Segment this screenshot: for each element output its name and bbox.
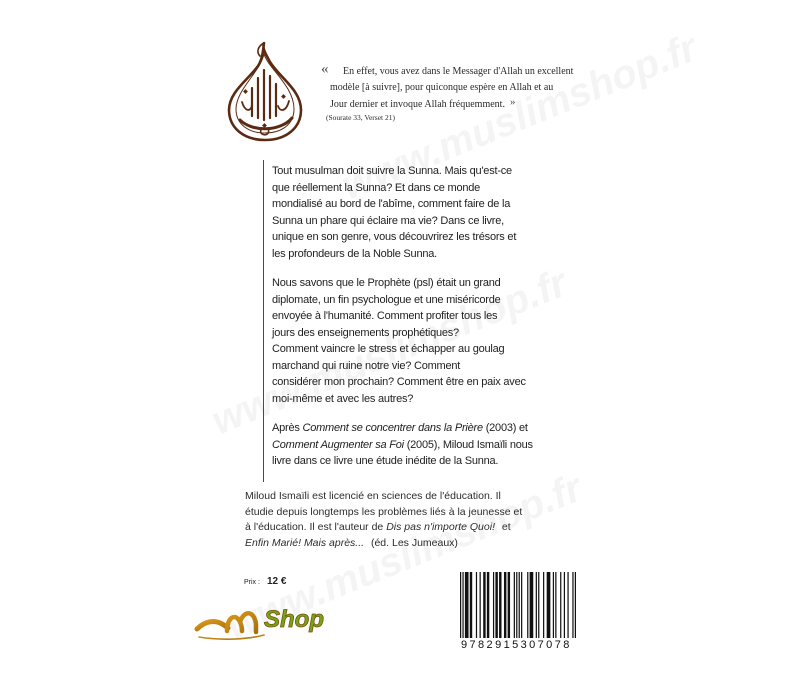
emblem-dot bbox=[243, 89, 247, 93]
emblem-base-swash bbox=[240, 118, 292, 129]
barcode-bar bbox=[527, 572, 528, 638]
open-quote-mark: « bbox=[321, 61, 329, 77]
barcode-bar bbox=[543, 572, 544, 638]
description-paragraph bbox=[272, 420, 533, 470]
barcode-bar bbox=[567, 572, 568, 638]
barcode-digits: 9782915307078 bbox=[461, 639, 572, 651]
barcode-bar bbox=[460, 572, 461, 638]
barcode-bar bbox=[470, 572, 472, 638]
barcode-bar bbox=[564, 572, 565, 638]
price-value: 12 € bbox=[266, 576, 287, 587]
barcode-bar bbox=[547, 572, 551, 638]
text-line: moi-même et avec les autres? bbox=[272, 392, 414, 405]
vertical-rule bbox=[263, 160, 264, 482]
text-line: jours des enseignements prophétiques? bbox=[272, 326, 459, 339]
emblem-side-curves bbox=[242, 101, 289, 110]
emblem-vertical-strokes bbox=[252, 70, 276, 120]
text-line bbox=[272, 453, 533, 470]
barcode-bar bbox=[538, 572, 539, 638]
text-segment: (2005), Miloud Ismaïli nous bbox=[403, 438, 533, 451]
barcode-bar bbox=[504, 572, 506, 638]
text-line: mondialisé au bord de l'abîme, comment faire de la bbox=[272, 198, 511, 210]
quote-line: En effet, vous avez dans le Messager d'Allah un excellent bbox=[343, 66, 574, 77]
bio-line: étudie depuis longtemps les problèmes liés à la jeunesse et bbox=[245, 505, 523, 518]
logo-text: Shop bbox=[264, 606, 324, 633]
barcode-bar bbox=[487, 572, 489, 638]
barcode-bar bbox=[553, 572, 554, 638]
barcode-bar bbox=[483, 572, 485, 638]
description-paragraph bbox=[272, 163, 533, 262]
barcode-bar bbox=[465, 572, 469, 638]
text-line bbox=[272, 420, 533, 437]
text-line: les profondeurs de la Noble Sunna. bbox=[272, 247, 437, 260]
shop-logo bbox=[194, 596, 330, 642]
barcode-bar bbox=[476, 572, 477, 638]
barcode-bar bbox=[514, 572, 515, 638]
barcode-bar bbox=[508, 572, 510, 638]
barcode bbox=[460, 572, 576, 638]
barcode-bar bbox=[572, 572, 573, 638]
text-segment: livre dans ce livre une étude inédite de la Sunna. bbox=[272, 455, 499, 467]
text-line: Sunna un phare qui éclaire ma vie? Dans ce livre, bbox=[272, 214, 504, 227]
text-segment: Après bbox=[272, 422, 303, 434]
text-line: Tout musulman doit suivre la Sunna. Mais qu'est-ce bbox=[272, 165, 512, 177]
emblem-dot bbox=[262, 123, 266, 127]
bio-line bbox=[245, 520, 522, 536]
text-line: envoyée à l'humanité. Comment profiter tous les bbox=[272, 310, 498, 322]
barcode-bar bbox=[536, 572, 537, 638]
barcode-bar bbox=[495, 572, 497, 638]
text-line: Comment vaincre le stress et échapper au goulag bbox=[272, 343, 505, 355]
quote-line: modèle [à suivre], pour quiconque espère en Allah et au bbox=[330, 82, 554, 93]
text-segment: et bbox=[499, 521, 511, 533]
swoosh-mark-icon bbox=[197, 622, 228, 629]
book-title: Comment Augmenter sa Foi bbox=[272, 438, 404, 451]
text-line: marchand qui ruine notre vie? Comment bbox=[272, 359, 461, 372]
description-text bbox=[272, 163, 533, 483]
barcode-bar bbox=[499, 572, 501, 638]
text-line: considérer mon prochain? Comment être en paix avec bbox=[272, 376, 526, 388]
barcode-bar bbox=[462, 572, 463, 638]
calligraphy-emblem-icon bbox=[222, 40, 308, 144]
text-line: que réellement la Sunna? Et dans ce monde bbox=[272, 181, 481, 194]
barcode-bar bbox=[560, 572, 561, 638]
barcode-bar bbox=[521, 572, 522, 638]
barcode-bar bbox=[575, 572, 576, 638]
barcode-bar bbox=[493, 572, 494, 638]
text-line: diplomate, un fin psychologue et une miséricorde bbox=[272, 293, 501, 306]
swoosh-underline bbox=[199, 635, 264, 639]
text-line: Nous savons que le Prophète (psl) était un grand bbox=[272, 277, 501, 289]
price bbox=[244, 571, 286, 589]
quote-line bbox=[330, 96, 573, 113]
description-paragraph bbox=[272, 275, 533, 407]
barcode-bar bbox=[530, 572, 534, 638]
barcode-bar bbox=[516, 572, 517, 638]
quote-reference: (Sourate 33, Verset 21) bbox=[326, 113, 396, 122]
quran-quote bbox=[321, 61, 574, 123]
text-segment: à l'éducation. Il est l'auteur de bbox=[245, 521, 387, 533]
bio-line: Miloud Ismaïli est licencié en sciences de l'éducation. Il bbox=[245, 490, 501, 502]
book-title: Dis pas n'importe Quoi! bbox=[386, 521, 495, 533]
book-title: Enfin Marié! Mais après... bbox=[245, 536, 365, 549]
text-segment: (éd. Les Jumeaux) bbox=[368, 536, 458, 549]
text-line bbox=[272, 437, 533, 454]
swoosh-m-icon bbox=[227, 613, 256, 632]
text-line: unique en son genre, vous découvrirez les trésors et bbox=[272, 231, 517, 243]
barcode-bar bbox=[555, 572, 556, 638]
barcode-bar bbox=[519, 572, 520, 638]
emblem-dot bbox=[281, 94, 285, 98]
author-bio bbox=[245, 489, 522, 551]
quote-line-text: Jour dernier et invoque Allah fréquemment. bbox=[330, 99, 505, 110]
price-label: Prix : bbox=[244, 579, 260, 586]
barcode-bar bbox=[480, 572, 481, 638]
close-quote-mark: » bbox=[509, 96, 516, 108]
text-segment: (2003) et bbox=[482, 422, 528, 434]
book-title: Comment se concentrer dans la Prière bbox=[302, 422, 483, 434]
bio-line bbox=[245, 536, 522, 552]
